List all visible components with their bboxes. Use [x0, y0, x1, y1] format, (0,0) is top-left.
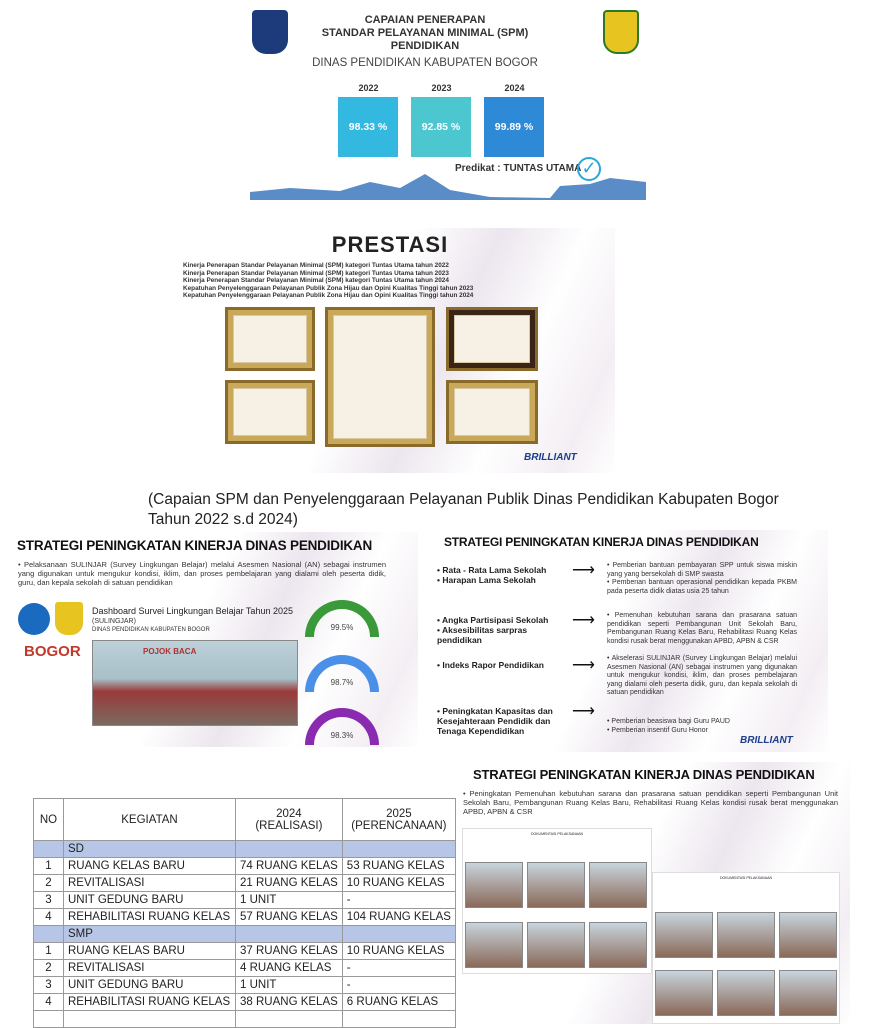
cell: [34, 841, 64, 858]
strategy-indicator: • Angka Partisipasi Sekolah • Aksesibilitas sarpras pendidikan: [437, 615, 549, 645]
certificate: [225, 380, 315, 444]
certificate: [225, 307, 315, 371]
prestasi-item: Kinerja Penerapan Standar Pelayanan Minimal (SPM) kategori Tuntas Utama tahun 2022: [183, 262, 449, 269]
group-name: SMP: [64, 926, 236, 943]
table-cell: REVITALISASI: [64, 875, 236, 892]
table-row: [34, 1011, 456, 1028]
bogor-logo: [55, 602, 83, 635]
table-cell: 1: [34, 858, 64, 875]
column-header: KEGIATAN: [64, 799, 236, 841]
cell: [236, 926, 343, 943]
strategy-indicator: • Peningkatan Kapasitas dan Kesejahteraan Pendidik dan Tenaga Kependidikan: [437, 706, 553, 736]
strategy-indicator: • Rata - Rata Lama Sekolah • Harapan Lama Sekolah: [437, 565, 547, 585]
table-row: [34, 943, 456, 960]
group-row: [34, 841, 456, 858]
table-cell: 4 RUANG KELAS: [236, 960, 343, 977]
construction-photo: [717, 970, 775, 1016]
certificate: [446, 307, 538, 371]
spm-subtitle: DINAS PENDIDIKAN KABUPATEN BOGOR: [312, 57, 538, 69]
brilliant-logo: BRILLIANT: [524, 452, 577, 463]
table-cell: 10 RUANG KELAS: [342, 943, 455, 960]
spm-value-box: 92.85 %: [411, 97, 471, 157]
bogor-wordmark: BOGOR: [24, 643, 81, 660]
table-cell: 2: [34, 875, 64, 892]
check-icon: ✓: [577, 157, 601, 181]
year-label: 2023: [431, 83, 452, 93]
pojok-baca-banner: POJOK BACA: [143, 647, 197, 656]
table-cell: UNIT GEDUNG BARU: [64, 977, 236, 994]
strategy-indicator: • Indeks Rapor Pendidikan: [437, 660, 544, 670]
year-label: 2024: [504, 83, 525, 93]
strategi1-title: STRATEGI PENINGKATAN KINERJA DINAS PENDIDIKAN: [17, 538, 373, 553]
doc-title: DOKUMENTASI PELAKSANAAN: [530, 832, 584, 836]
prestasi-item: Kinerja Penerapan Standar Pelayanan Minimal (SPM) kategori Tuntas Utama tahun 2024: [183, 277, 449, 285]
strategy-action: • Pemenuhan kebutuhan sarana dan prasarana satuan pendidikan seperti Pembangunan Unit Sekolah Baru, Pembangunan Ruang Kelas Baru, Rehabilitasi Ruang Kelas kondisi rusak berat menggunakan APBD, APBN & CSR: [607, 612, 797, 645]
classroom-photo: [92, 640, 298, 726]
table-cell: REHABILITASI RUANG KELAS: [64, 994, 236, 1011]
table-cell: -: [342, 960, 455, 977]
cell: [34, 926, 64, 943]
dashboard-subtitle: (SULINGJAR): [92, 618, 136, 625]
strategi3-title: STRATEGI PENINGKATAN KINERJA DINAS PENDIDIKAN: [473, 767, 815, 782]
table-cell: RUANG KELAS BARU: [64, 858, 236, 875]
certificate: [446, 380, 538, 444]
strategy-action: • Akselerasi SULINJAR (Survey Lingkungan Belajar) melalui Asesmen Nasional (AN) sebagai instrumen yang digunakan untuk mengukur kondisi, iklim, dan proses pembelajaran yang dialami oleh peserta didik, guru, dan kepala sekolah di satuan pendidikan: [607, 655, 797, 696]
table-cell: 104 RUANG KELAS: [342, 909, 455, 926]
table-cell: 4: [34, 994, 64, 1011]
construction-photo: [589, 922, 647, 968]
table-cell: 1 UNIT: [236, 892, 343, 909]
table-cell: 10 RUANG KELAS: [342, 875, 455, 892]
dashboard-org: DINAS PENDIDIKAN KABUPATEN BOGOR: [92, 627, 210, 633]
gauge-value: 99.5%: [330, 623, 354, 632]
construction-photo: [527, 862, 585, 908]
mountain-graphic: [250, 172, 646, 200]
table-cell: 21 RUANG KELAS: [236, 875, 343, 892]
group-row: [34, 926, 456, 943]
prestasi-item: Kepatuhan Penyelenggaraan Pelayanan Publik Zona Hijau dan Opini Kualitas Tinggi tahun 2023: [183, 284, 474, 292]
arrow-icon: ⟶: [572, 657, 595, 674]
table-cell: 1 UNIT: [236, 977, 343, 994]
strategi1-text: • Pelaksanaan SULINJAR (Survey Lingkungan Belajar) melalui Asesmen Nasional (AN) sebagai instrumen yang digunakan untuk mengukur kondisi, iklim, dan proses pembelajaran yang dialami oleh peserta didik, guru, dan kepala sekolah di satuan pendidikan: [18, 560, 386, 587]
table-cell: 53 RUANG KELAS: [342, 858, 455, 875]
arrow-icon: ⟶: [572, 562, 595, 579]
table-cell: [64, 1011, 236, 1028]
table-row: [34, 960, 456, 977]
spm-value-box: 98.33 %: [338, 97, 398, 157]
construction-photo: [655, 970, 713, 1016]
year-label: 2022: [358, 83, 379, 93]
cell: [342, 926, 455, 943]
table-cell: -: [342, 892, 455, 909]
construction-photo: [779, 970, 837, 1016]
table-row: [34, 994, 456, 1011]
column-header: NO: [34, 799, 64, 841]
table-cell: 3: [34, 977, 64, 994]
table-row: [34, 892, 456, 909]
arrow-icon: ⟶: [572, 703, 595, 720]
table-header: [34, 799, 456, 841]
table-cell: -: [342, 977, 455, 994]
tutwuri-logo: [18, 603, 50, 635]
strategi3-text: • Peningkatan Pemenuhan kebutuhan sarana dan prasarana satuan pendidikan seperti Pembangunan Unit Sekolah Baru, Pembangunan Ruang Kelas Baru, Rehabilitasi Ruang Kelas kondisi rusak berat menggunakan APBD, APBN & CSR: [463, 789, 838, 816]
table-cell: 6 RUANG KELAS: [342, 994, 455, 1011]
arrow-icon: ⟶: [572, 612, 595, 629]
table-cell: 38 RUANG KELAS: [236, 994, 343, 1011]
dashboard-title: Dashboard Survei Lingkungan Belajar Tahun 2025: [92, 606, 293, 616]
kegiatan-table: [33, 798, 456, 1028]
cell: [342, 841, 455, 858]
construction-photo: [465, 922, 523, 968]
table-row: [34, 909, 456, 926]
prestasi-item: Kinerja Penerapan Standar Pelayanan Minimal (SPM) kategori Tuntas Utama tahun 2023: [183, 269, 449, 277]
table-cell: 57 RUANG KELAS: [236, 909, 343, 926]
table-cell: [342, 1011, 455, 1028]
construction-photo: [527, 922, 585, 968]
table-cell: 4: [34, 909, 64, 926]
table-cell: RUANG KELAS BARU: [64, 943, 236, 960]
doc-title: DOKUMENTASI PELAKSANAAN: [719, 876, 773, 880]
table-cell: REVITALISASI: [64, 960, 236, 977]
table-cell: [236, 1011, 343, 1028]
table-row: [34, 977, 456, 994]
table-cell: 2: [34, 960, 64, 977]
prestasi-title: PRESTASI: [331, 232, 449, 257]
construction-photo: [589, 862, 647, 908]
strategi2-title: STRATEGI PENINGKATAN KINERJA DINAS PENDIDIKAN: [444, 535, 759, 549]
prestasi-item: Kepatuhan Penyelenggaraan Pelayanan Publik Zona Hijau dan Opini Kualitas Tinggi tahun 2024: [183, 292, 474, 300]
column-header: 2024 (REALISASI): [236, 799, 343, 841]
construction-photo: [779, 912, 837, 958]
table-row: [34, 858, 456, 875]
spm-value-box: 99.89 %: [484, 97, 544, 157]
table-cell: 37 RUANG KELAS: [236, 943, 343, 960]
gauge-value: 98.3%: [330, 731, 354, 740]
group-name: SD: [64, 841, 236, 858]
table-cell: 3: [34, 892, 64, 909]
construction-photo: [465, 862, 523, 908]
spm-title: CAPAIAN PENERAPAN STANDAR PELAYANAN MINIMAL (SPM) PENDIDIKAN: [321, 14, 529, 52]
prestasi-list: [183, 262, 473, 300]
construction-photo: [655, 912, 713, 958]
table-cell: [34, 1011, 64, 1028]
predikat: Predikat : TUNTAS UTAMA: [455, 163, 582, 174]
table-cell: 74 RUANG KELAS: [236, 858, 343, 875]
column-header: 2025 (PERENCANAAN): [342, 799, 455, 841]
strategy-action: • Pemberian beasiswa bagi Guru PAUD • Pemberian insentif Guru Honor: [607, 718, 730, 734]
cell: [236, 841, 343, 858]
table-cell: REHABILITASI RUANG KELAS: [64, 909, 236, 926]
certificate: [325, 307, 435, 447]
brilliant-logo: BRILLIANT: [740, 735, 793, 746]
table-cell: 1: [34, 943, 64, 960]
caption: (Capaian SPM dan Penyelenggaraan Pelayanan Publik Dinas Pendidikan Kabupaten Bogor Tahun 2022 s.d 2024): [148, 491, 779, 528]
construction-photo: [717, 912, 775, 958]
gauge-value: 98.7%: [330, 678, 354, 687]
table-row: [34, 875, 456, 892]
strategy-action: • Pemberian bantuan pembayaran SPP untuk siswa miskin yang yang bersekolah di SMP swasta • Pemberian bantuan operasional pendidikan kepada PKBM pada peserta didik diatas usia 25 tahun: [607, 562, 797, 595]
table-cell: UNIT GEDUNG BARU: [64, 892, 236, 909]
bogor-logo: [603, 10, 639, 54]
